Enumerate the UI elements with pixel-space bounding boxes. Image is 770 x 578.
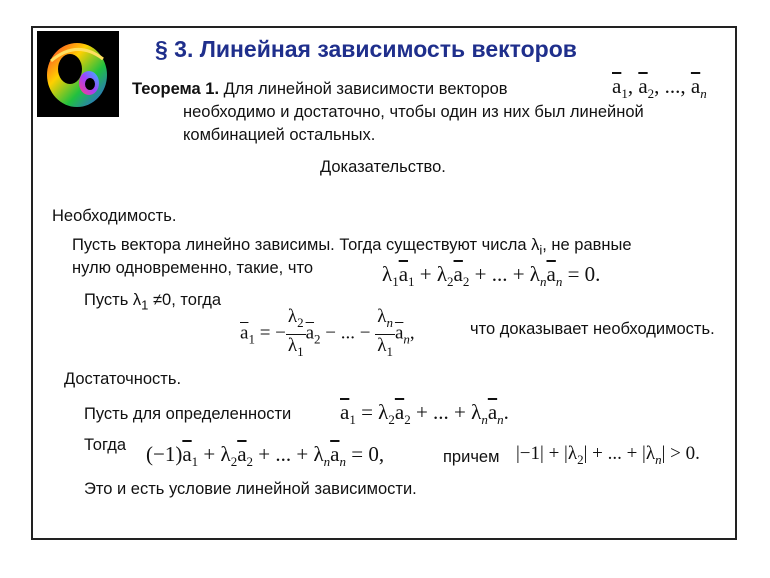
theorem-statement <box>132 80 508 99</box>
necessity-text-2: нулю одновременно, такие, что <box>72 259 313 277</box>
theorem-label: Теорема 1. <box>132 80 220 98</box>
conclusion-text: Это и есть условие линейной зависимости. <box>84 480 417 498</box>
let-lambda-end: ≠0, тогда <box>148 291 222 309</box>
sufficiency-heading: Достаточность. <box>64 370 182 388</box>
sum-of-moduli-formula: $|-1| + |\lambda_2|$ + ... + $|\lambda_n| > 0$. <box>516 443 700 467</box>
vectors-list-formula: $\overline{a}_1$, $\overline{a}_2$, ..., $\overline{a}_n$ <box>612 74 707 102</box>
necessity-heading: Необходимость. <box>52 207 177 225</box>
proof-heading: Доказательство. <box>320 158 446 176</box>
lambda-i-subscript: i <box>539 242 543 258</box>
linear-combination-zero-formula: $\lambda_1\overline{a}_1 + \lambda_2\overline{a}_2$ + ... + $\lambda_n\overline{a}_n = 0$. <box>382 262 601 290</box>
necessity-text-1 <box>72 236 632 257</box>
a1-as-combination-formula: $\overline{a}_1 = \lambda_2\overline{a}_2$ + ... + $\lambda_n\overline{a}_n$. <box>340 400 509 428</box>
let-lambda-text <box>84 291 221 312</box>
lambda-1-subscript: 1 <box>141 297 149 313</box>
let-lambda-main: Пусть λ <box>84 291 142 309</box>
express-a1-formula: $\overline{a}_1$ = − $\frac{\lambda_2}{\lambda_1}$ $\overline{a}_2$ − ... − $\frac{\lambda_n}{\lambda_1}$ $\overline{a}_n$, <box>240 306 415 359</box>
theorem-text-2: необходимо и достаточно, чтобы один из них был линейной <box>183 103 644 121</box>
proves-necessity-text: что доказывает необходимость. <box>470 320 715 338</box>
theorem-text-1: Для линейной зависимости векторов <box>223 80 508 98</box>
torus-knot-logo-icon <box>37 31 119 117</box>
then-text: Тогда <box>84 436 127 454</box>
necessity-text-1-end: , не равные <box>542 236 632 254</box>
nontrivial-combination-formula: $(-1)\overline{a}_1 + \lambda_2\overline{a}_2$ + ... + $\lambda_n\overline{a}_n = 0$, <box>146 442 385 470</box>
slide-title: § 3. Линейная зависимость векторов <box>155 36 577 62</box>
moreover-text: причем <box>443 448 500 466</box>
necessity-text-1-main: Пусть вектора линейно зависимы. Тогда существуют числа λ <box>72 236 540 254</box>
theorem-text-3: комбинацией остальных. <box>183 126 376 144</box>
let-definite-text: Пусть для определенности <box>84 405 292 423</box>
